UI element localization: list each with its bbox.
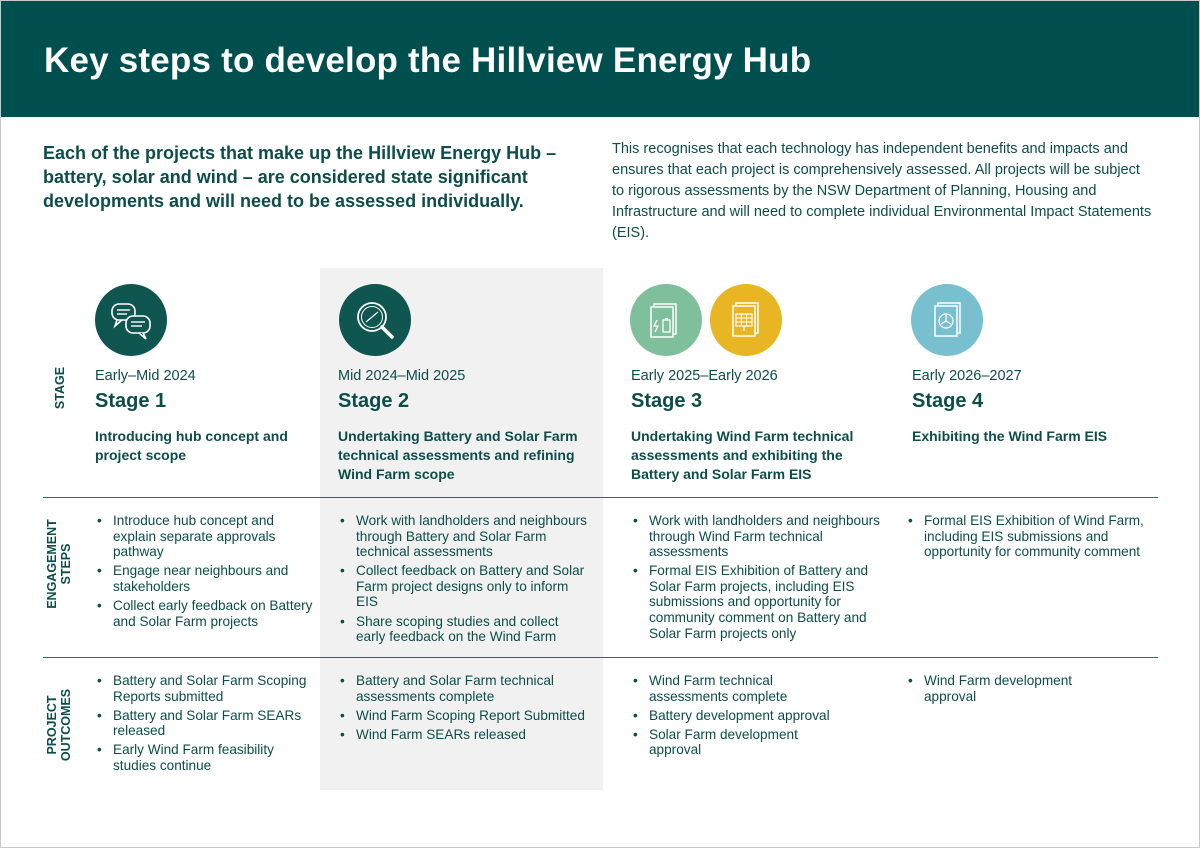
intro-body: This recognises that each technology has independent benefits and impacts and ensures that each project is comprehensively assessed. All projects will be subject to rigorous assessments by the NSW Department of Planning, Housing and Infrastructure and will need to complete individual Environmental Impact Statements (EIS). (612, 141, 1152, 241)
stage-3-description: Undertaking Wind Farm technical assessments and exhibiting the Battery and Solar Farm EIS (631, 428, 854, 482)
list-item: • Wind Farm SEARs released (339, 727, 589, 743)
list-item: • Wind Farm development approval (907, 673, 1107, 704)
divider-outcomes (43, 657, 1158, 658)
list-item: • Collect early feedback on Battery and Solar Farm projects (96, 598, 316, 629)
list-item: • Solar Farm development approval (632, 727, 832, 758)
list-item: • Battery development approval (632, 708, 832, 724)
stage-3-period: Early 2025–Early 2026 (631, 368, 778, 384)
speech-bubbles-icon (95, 284, 167, 356)
stage-3-engagement-list (632, 513, 887, 645)
list-item: • Battery and Solar Farm technical assessments complete (339, 673, 589, 704)
list-item: • Formal EIS Exhibition of Battery and Solar Farm projects, including EIS submissions and opportunity for community comment on Battery and Solar Farm projects only (632, 563, 887, 641)
stage-2-period: Mid 2024–Mid 2025 (338, 368, 466, 384)
row-label-engagement-line1: ENGAGEMENT (45, 519, 59, 609)
row-label-outcomes-line2: OUTCOMES (59, 688, 73, 762)
stage-2-engagement-list (339, 513, 589, 648)
list-item: • Work with landholders and neighbours through Battery and Solar Farm technical assessments (339, 513, 589, 560)
stage-4-description: Exhibiting the Wind Farm EIS (912, 428, 1108, 444)
row-label-stage-text: STAGE (53, 366, 67, 410)
stage-4-engagement-list (907, 513, 1152, 563)
magnifying-glass-icon (339, 284, 411, 356)
intro-lead: Each of the projects that make up the Hillview Energy Hub – battery, solar and wind – are considered state significant developments and will need to be assessed individually. (43, 143, 557, 211)
list-item: • Collect feedback on Battery and Solar Farm project designs only to inform EIS (339, 563, 589, 610)
stage-1-title: Stage 1 (95, 390, 167, 412)
list-item: • Introduce hub concept and explain separate approvals pathway (96, 513, 316, 560)
page-title: Key steps to develop the Hillview Energy Hub (44, 41, 812, 80)
solar-panel-document-icon (710, 284, 782, 356)
stage-4-period: Early 2026–2027 (912, 368, 1022, 384)
list-item: • Work with landholders and neighbours through Wind Farm technical assessments (632, 513, 887, 560)
row-label-outcomes (45, 683, 73, 767)
list-item: • Engage near neighbours and stakeholders (96, 563, 316, 594)
stage-1-description: Introducing hub concept and project scope (95, 428, 288, 463)
row-label-engagement (45, 509, 73, 619)
list-item: • Battery and Solar Farm Scoping Reports submitted (96, 673, 311, 704)
list-item: • Formal EIS Exhibition of Wind Farm, including EIS submissions and opportunity for community comment (907, 513, 1152, 560)
stage-1-period: Early–Mid 2024 (95, 368, 196, 384)
page-header (1, 1, 1199, 117)
stage-2-outcomes-list (339, 673, 589, 746)
battery-document-icon (630, 284, 702, 356)
stage-1-engagement-list (96, 513, 316, 633)
stage-3-title: Stage 3 (631, 390, 703, 412)
list-item: • Wind Farm technical assessments complete (632, 673, 832, 704)
list-item: • Battery and Solar Farm SEARs released (96, 708, 311, 739)
wind-turbine-document-icon (911, 284, 983, 356)
row-label-stage (53, 362, 67, 414)
row-label-engagement-line2: STEPS (59, 543, 73, 585)
stage-3-outcomes-list (632, 673, 832, 761)
row-label-outcomes-line1: PROJECT (45, 695, 59, 755)
divider-engagement (43, 497, 1158, 498)
stage-4-outcomes-list (907, 673, 1107, 708)
stage-1-outcomes-list (96, 673, 311, 777)
stage-2-description: Undertaking Battery and Solar Farm technical assessments and refining Wind Farm scope (338, 428, 578, 482)
list-item: • Early Wind Farm feasibility studies continue (96, 742, 311, 773)
list-item: • Wind Farm Scoping Report Submitted (339, 708, 589, 724)
stage-2-title: Stage 2 (338, 390, 410, 412)
list-item: • Share scoping studies and collect early feedback on the Wind Farm (339, 614, 589, 645)
stage-4-title: Stage 4 (912, 390, 984, 412)
